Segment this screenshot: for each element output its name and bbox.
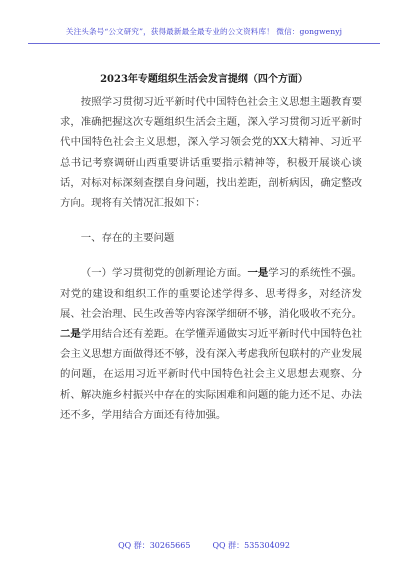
footer-qq-group-1: QQ 群：30265665 xyxy=(118,541,191,550)
footer-qq-group-2: QQ 群：535304092 xyxy=(212,541,290,550)
footer xyxy=(0,540,408,551)
point-two-label: 二是 xyxy=(60,328,81,341)
section-heading: 一、存在的主要问题 xyxy=(80,232,175,245)
promo-banner: 关注头条号“公文研究”，获得最新最全最专业的公文资料库！ 微信：gongwenyj xyxy=(65,27,343,36)
point-two-text: 学用结合还有差距。在学懂弄通做实习近平新时代中国特色社会主义思想方面做得还不够，没有深入考虑我所包联村的产业发展的问题，在运用习近平新时代中国特色社会主义思想去观察、分析、解决施乡村振兴中存在的实际困难和问题的能力还不足、办法还不多，学用结合方面还有待加强。 xyxy=(60,328,363,421)
intro-paragraph: 按照学习贯彻习近平新时代中国特色社会主义思想主题教育要求，准确把握这次专题组织生活会主题，深入学习贯彻习近平新时代中国特色社会主义思想，深入学习领会党的XX大精神、习近平总书记考察调研山西重要讲话重要指示精神等，积极开展谈心谈话，对标对标深刻查摆自身问题，找出差距，剖析病因，确定整改方向。现将有关情况汇报如下： xyxy=(60,96,362,210)
point-one-text: 学习的系统性不强。对党的建设和组织工作的重要论述学得多、思考得多，对经济发展、社会治理、民生改善等内容深学细研不够，消化吸收不充分。 xyxy=(60,267,363,320)
header-divider xyxy=(28,43,380,44)
item-lead: （一）学习贯彻党的创新理论方面。 xyxy=(80,267,248,280)
document-title: 2023年专题组织生活会发言提纲（四个方面） xyxy=(100,74,308,85)
item-paragraph xyxy=(60,263,362,425)
document-body xyxy=(60,92,362,425)
point-one-label: 一是 xyxy=(247,267,269,280)
